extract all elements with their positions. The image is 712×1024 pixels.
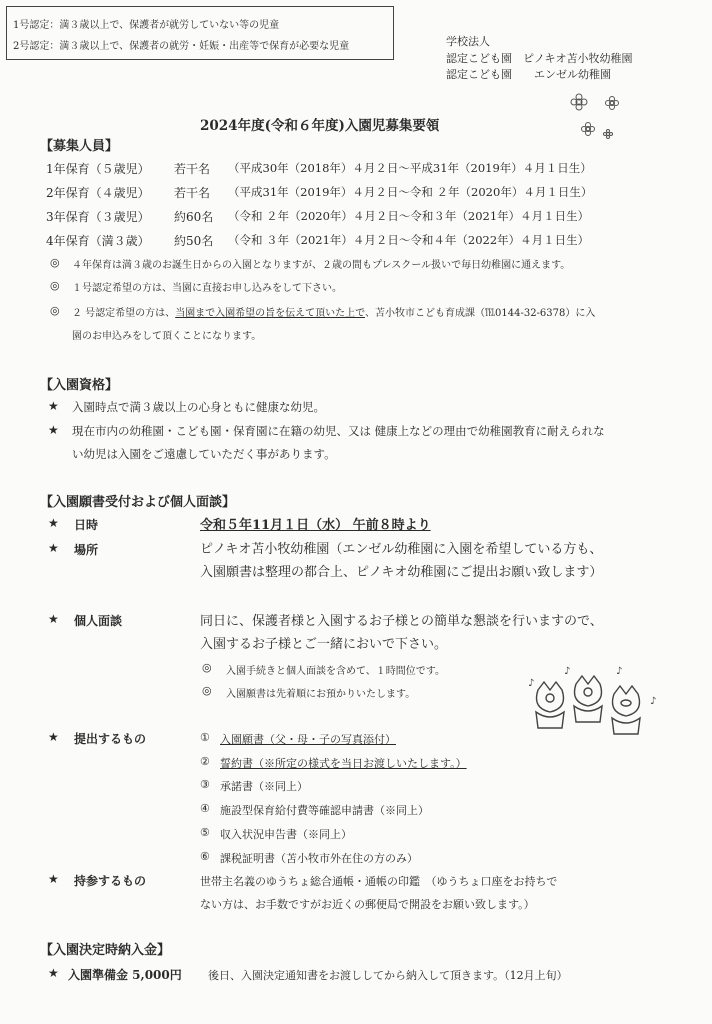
note-mark: ◎ (50, 304, 60, 317)
criteria-line-2: 2号認定：満３歳以上で、保護者の就労・妊娠・出産等で保育が必要な児童 (13, 41, 350, 52)
page-title: 2024年度(令和６年度)入園児募集要領 (200, 118, 440, 134)
eligibility-item-2-cont: い幼児は入園をご遠慮していただく事があります。 (72, 447, 336, 461)
star-icon: ★ (48, 966, 59, 980)
interview-label: 個人面談 (74, 614, 123, 628)
bring-label: 持参するもの (74, 874, 147, 888)
singing-children-illustration-icon (524, 660, 664, 748)
recruit-count: 若干名 (174, 162, 211, 176)
svg-text:♪: ♪ (564, 666, 571, 677)
submit-item-text: 施設型保育給付費等確認申請書（※同上） (220, 804, 429, 817)
recruit-class: 3年保育（３歳児） (46, 210, 150, 224)
recruit-birth-range: （令和 ３年（2021年）４月２日～令和４年（2022年）４月１日生） (228, 233, 590, 247)
submit-item-text: 誓約書（※所定の様式を当日お渡しいたします。） (220, 757, 467, 770)
svg-text:♪: ♪ (650, 696, 657, 707)
school-name-2: 認定こども園 エンゼル幼稚園 (446, 68, 611, 81)
recruit-birth-range: （平成30年（2018年）４月２日～平成31年（2019年）４月１日生） (228, 161, 592, 175)
interview-note-1: 入園手続きと個人面談を含めて、１時間位です。 (226, 666, 445, 677)
submit-item-text: 課税証明書（苫小牧市外在住の方のみ） (220, 852, 418, 865)
criteria-box (6, 6, 394, 60)
interview-note-2: 入園願書は先着順にお預かりいたします。 (226, 689, 416, 700)
recruit-note-3-cont: 園のお申込みをして頂くことになります。 (72, 331, 262, 342)
date-label: 日時 (74, 518, 99, 532)
recruit-class: 1年保育（５歳児） (46, 162, 150, 176)
submit-label: 提出するもの (74, 732, 147, 746)
recruit-note-3: ２ 号認定希望の方は、当園まで入園希望の旨を伝えて頂いた上で、苫小牧市こども育成課（℡0144-32-6378）に入 (72, 308, 596, 319)
interview-line-2: 入園するお子様とご一緒においで下さい。 (200, 637, 448, 652)
star-icon: ★ (48, 730, 59, 744)
note-mark: ◎ (202, 684, 212, 697)
star-icon: ★ (48, 399, 59, 413)
submit-item-number: ① (200, 731, 210, 744)
date-value: 令和５年11月１日（水） 午前８時より (200, 518, 431, 533)
recruit-note-2: １号認定希望の方は、当園に直接お申し込みをして下さい。 (72, 283, 342, 294)
recruit-count: 約60名 (174, 210, 214, 224)
eligibility-item-1: 入園時点で満３歳以上の心身ともに健康な幼児。 (72, 400, 325, 414)
criteria-line-1: 1号認定：満３歳以上で、保護者が就労していない等の児童 (13, 20, 280, 31)
recruit-birth-range: （平成31年（2019年）４月２日～令和 ２年（2020年）４月１日生） (228, 185, 593, 199)
bring-line-1: 世帯主名義のゆうちょ総合通帳・通帳の印鑑 （ゆうちょ口座をお持ちで (200, 875, 558, 888)
svg-text:♪: ♪ (616, 666, 623, 677)
recruit-heading: 【募集人員】 (40, 139, 119, 154)
place-line-2: 入園願書は整理の都合上、ピノキオ幼稚園にご提出お願い致します） (200, 565, 603, 580)
recruit-class: 2年保育（４歳児） (46, 186, 150, 200)
payment-heading: 【入園決定時納入金】 (40, 943, 171, 958)
star-icon: ★ (48, 516, 59, 530)
note-mark: ◎ (50, 256, 60, 269)
note-mark: ◎ (202, 661, 212, 674)
recruit-class: 4年保育（満３歳） (46, 234, 150, 248)
submit-item-text: 入園願書（父・母・子の写真添付） (220, 733, 396, 746)
school-corp: 学校法人 (446, 35, 490, 48)
place-label: 場所 (74, 543, 99, 557)
interview-line-1: 同日に、保護者様と入園するお子様との簡単な懇談を行いますので、 (200, 614, 603, 629)
flower-decoration-icon (566, 90, 626, 146)
recruit-birth-range: （令和 ２年（2020年）４月２日～令和３年（2021年）４月１日生） (228, 209, 590, 223)
submit-item-text: 収入状況申告書（※同上） (220, 828, 352, 841)
recruit-count: 約50名 (174, 234, 214, 248)
payment-text: 後日、入園決定通知書をお渡ししてから納入して頂きます。（12月上旬） (208, 969, 568, 982)
note-mark: ◎ (50, 279, 60, 292)
star-icon: ★ (48, 541, 59, 555)
payment-label: 入園準備金 5,000円 (68, 968, 182, 982)
star-icon: ★ (48, 423, 59, 437)
application-heading: 【入園願書受付および個人面談】 (40, 495, 236, 510)
star-icon: ★ (48, 612, 59, 626)
submit-item-number: ③ (200, 778, 210, 791)
submit-item-number: ② (200, 755, 210, 768)
bring-line-2: ない方は、お手数ですがお近くの郵便局で開設をお願い致します。） (200, 898, 535, 911)
eligibility-heading: 【入園資格】 (40, 378, 119, 393)
submit-item-number: ⑥ (200, 850, 210, 863)
eligibility-item-2: 現在市内の幼稚園・こども園・保育園に在籍の幼児、又は 健康上などの理由で幼稚園教育に耐えられな (72, 424, 605, 438)
star-icon: ★ (48, 872, 59, 886)
recruit-count: 若干名 (174, 186, 211, 200)
school-name-1: 認定こども園 ピノキオ苫小牧幼稚園 (446, 52, 633, 65)
submit-item-number: ④ (200, 802, 210, 815)
submit-item-number: ⑤ (200, 826, 210, 839)
svg-text:♪: ♪ (528, 678, 535, 689)
submit-item-text: 承諾書（※同上） (220, 780, 308, 793)
recruit-note-1: ４年保育は満３歳のお誕生日からの入園となりますが、２歳の間もプレスクール扱いで毎日幼稚園に通えます。 (72, 260, 571, 271)
place-line-1: ピノキオ苫小牧幼稚園（エンゼル幼稚園に入園を希望している方も、 (200, 542, 603, 557)
